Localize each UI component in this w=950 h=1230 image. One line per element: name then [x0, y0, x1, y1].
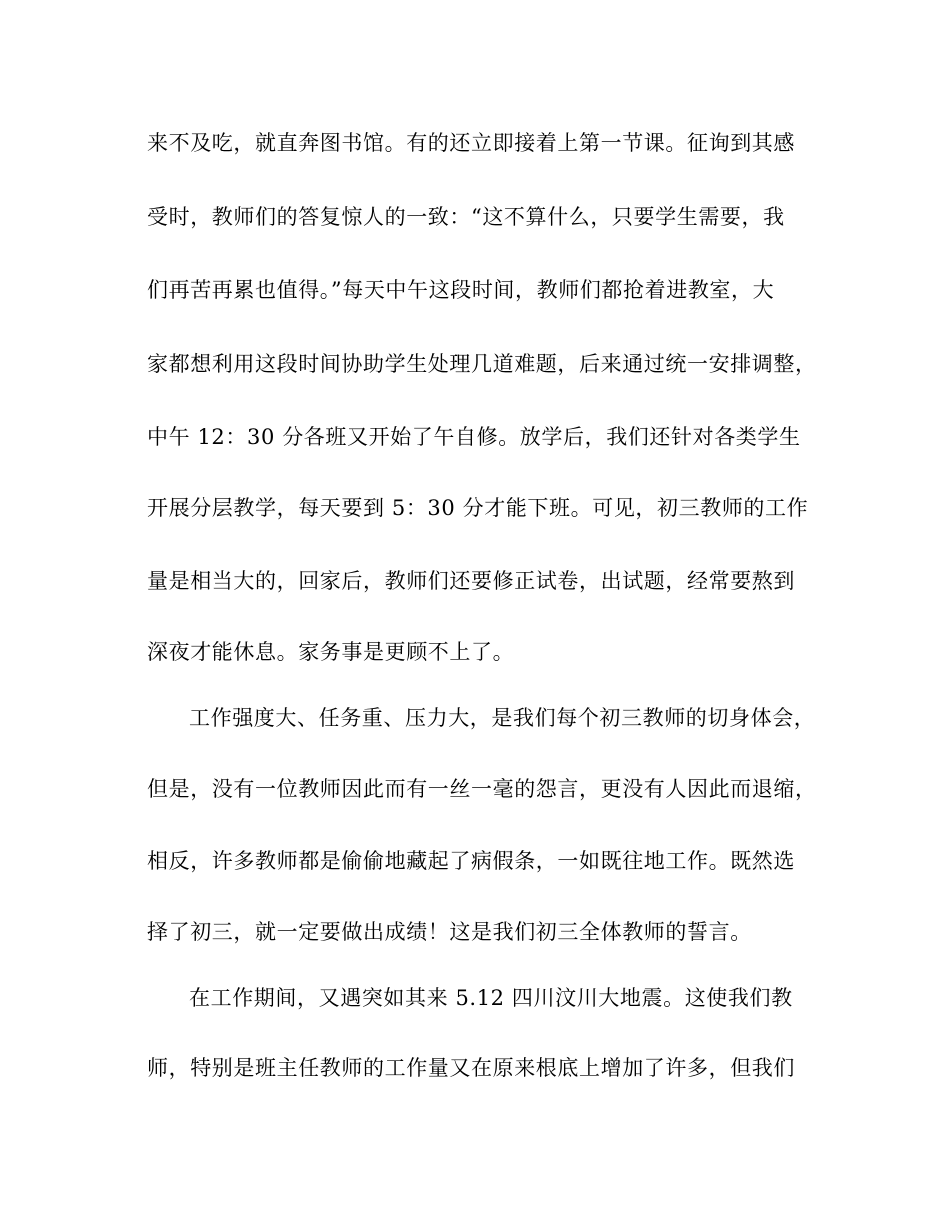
paragraph-first-line: 在工作期间，又遇突如其来 5.12 四川汶川大地震。这使我们教	[189, 986, 793, 1010]
text-line: 师，特别是班主任教师的工作量又在原来根底上增加了许多，但我们	[147, 1056, 795, 1080]
text-line: 们再苦再累也值得。”每天中午这段时间，教师们都抢着进教室，大	[147, 278, 775, 302]
text-line: 受时，教师们的答复惊人的一致：“这不算什么，只要学生需要，我	[147, 205, 785, 229]
text-line: 相反，许多教师都是偷偷地藏起了病假条，一如既往地工作。既然选	[147, 849, 795, 873]
text-line: 择了初三，就一定要做出成绩！这是我们初三全体教师的誓言。	[147, 920, 752, 944]
text-line: 开展分层教学，每天要到 5：30 分才能下班。可见，初三教师的工作	[147, 496, 809, 520]
text-line: 但是，没有一位教师因此而有一丝一毫的怨言，更没有人因此而退缩，	[147, 777, 817, 801]
text-line: 家都想利用这段时间协助学生处理几道难题，后来通过统一安排调整，	[147, 352, 817, 376]
text-line: 中午 12：30 分各班又开始了午自修。放学后，我们还针对各类学生	[147, 425, 801, 449]
text-line: 深夜才能休息。家务事是更顾不上了。	[147, 640, 515, 664]
text-line: 量是相当大的，回家后，教师们还要修正试卷，出试题，经常要熬到	[147, 569, 795, 593]
paragraph-first-line: 工作强度大、任务重、压力大，是我们每个初三教师的切身体会，	[189, 706, 816, 730]
text-line: 来不及吃，就直奔图书馆。有的还立即接着上第一节课。征询到其感	[147, 131, 795, 155]
